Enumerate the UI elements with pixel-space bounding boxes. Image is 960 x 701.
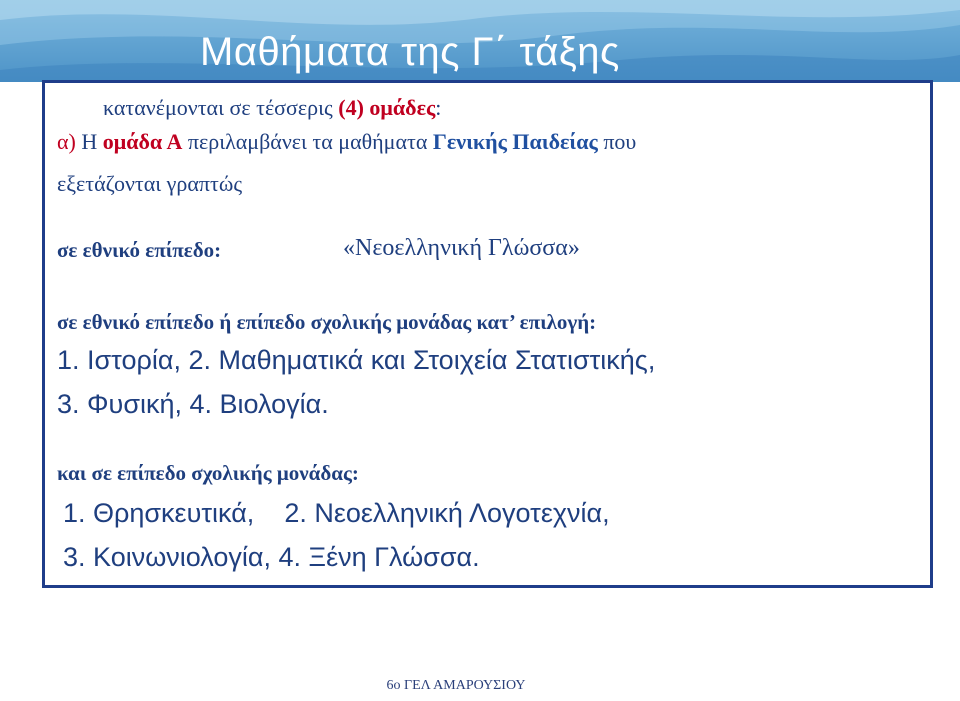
group-a-marker: α)	[57, 129, 76, 154]
group-a-written-line: εξετάζονται γραπτώς	[57, 171, 243, 196]
choice-level-line-1: 1. Ιστορία, 2. Μαθηματικά και Στοιχεία Στατιστικής,	[57, 345, 656, 375]
group-a-name: ομάδα Α	[102, 129, 183, 154]
school-level-line-1: 1. Θρησκευτικά, 2. Νεοελληνική Λογοτεχνία,	[63, 498, 610, 528]
national-level-value: «Νεοελληνική Γλώσσα»	[343, 235, 580, 261]
slide-title: Μαθήματα της Γ΄ τάξης	[200, 30, 620, 74]
content-box	[42, 80, 933, 588]
intro-colon: :	[435, 95, 442, 120]
slide-header	[0, 0, 960, 82]
national-level-label: σε εθνικό επίπεδο:	[57, 238, 222, 262]
intro-line	[103, 95, 441, 121]
group-a-text-2: περιλαμβάνει τα μαθήματα	[182, 129, 433, 154]
school-level-line-2: 3. Κοινωνιολογία, 4. Ξένη Γλώσσα.	[63, 542, 480, 572]
group-a-text-3: που	[597, 129, 637, 154]
school-level-label: και σε επίπεδο σχολικής μονάδας:	[57, 461, 359, 485]
footer-text: 6ο ΓΕΛ ΑΜΑΡΟΥΣΙΟΥ	[386, 678, 526, 693]
group-a-line	[57, 129, 636, 155]
group-a-category: Γενικής Παιδείας	[432, 129, 598, 154]
groups-count: (4) ομάδες	[338, 95, 436, 120]
choice-level-label: σε εθνικό επίπεδο ή επίπεδο σχολικής μονάδας κατ’ επιλογή:	[57, 310, 597, 334]
intro-text: κατανέμονται σε τέσσερις	[103, 95, 339, 120]
choice-level-line-2: 3. Φυσική, 4. Βιολογία.	[57, 389, 329, 419]
footer	[0, 678, 960, 694]
group-a-text-1: Η	[75, 129, 103, 154]
